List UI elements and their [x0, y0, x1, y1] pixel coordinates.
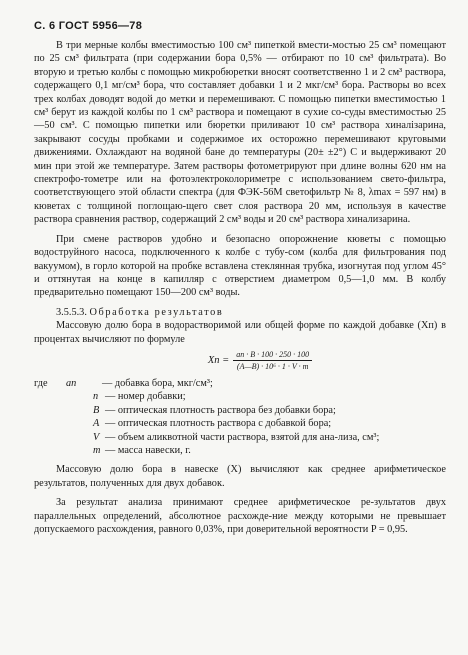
formula-numerator: aп · B · 100 · 250 · 100	[233, 350, 312, 361]
formula-fraction	[233, 350, 312, 371]
paragraph-procedure: В три мерные колбы вместимостью 100 см³ пипеткой вмести-мостью 25 см³ помещают по 25 см³ фильтрата (при содержании бора 0,5% — отбирают по 10 см³ фильтрата). Во вторую и третью колбы с помощью микробюретки вносят соответственно 1 и 2 см³ раствора, содержащего 0,1 мг/см³ бора, что составляет добавки 1 и 2 мкг/см³ бора. Растворы во всех трех колбах доводят водой до метки и перемешивают. С помощью пипетки вместимостью 1 см³ берут из каждой колбы по 1 см³ раствора и помещают в сухие со-суды вместимостью 25—50 см³. С помощью пипетки или бюретки приливают 10 см³ раствора хиналізарина, закрывают сосуды пробками и содержимое их осторожно перемешивают круговыми движениями. Охлаждают на водяной бане до температуры (20± ±2°) С и выдерживают 20 мин при этой же температуре. Затем растворы фотометрируют при длине волны 620 нм на спектрофо-тометре или на фотоэлектроколориметре с использованием свето-фильтра, соответствующего этой области спектра (для ФЭК-56М светофильтр № 8, λmax = 597 нм) в кюветах с толщиной поглощаю-щего свет слоя раствора 20 мм, используя в качестве раствора сравнения раствор, содержащий 2 см³ воды и 20 см³ раствора хинализарина.	[34, 40, 446, 226]
legend-symbol: A	[93, 418, 100, 430]
formula-legend	[34, 377, 446, 457]
legend-symbol: V	[93, 431, 100, 443]
legend-symbol: n	[93, 391, 99, 403]
formula	[74, 350, 446, 371]
section-number: 3.5.5.3.	[56, 306, 87, 318]
paragraph-result: За результат анализа принимают среднее арифметическое ре-зультатов двух параллельных определений, абсолютное расхожде-ние между которыми не превышает допускаемого расхождения, равного 0,03%, при доверительной вероятности P = 0,95.	[34, 497, 446, 535]
legend-text: — номер добавки;	[105, 391, 186, 403]
formula-denominator: (A—B) · 10⁶ · 1 · V · m	[236, 361, 309, 371]
legend-text: — добавка бора, мкг/см³;	[102, 377, 213, 389]
section-heading	[34, 306, 446, 319]
paragraph-cuvette: При смене растворов удобно и безопасно опорожнение кюветы с помощью водоструйного насоса, подключенного к колбе с тубу-сом (колба для фильтрования под вакуумом), в горло которой на пробке вставлена стеклянная трубка, изогнутая под углом 45° и оттянутая на конце в капилляр с отверстием диаметром 0,5—1,0 мм. В колбу предварительно помещают 150—200 см³ воды.	[34, 233, 446, 299]
legend-row	[34, 444, 446, 457]
legend-symbol: aп	[66, 377, 77, 389]
paragraph-average: Массовую долю бора в навеске (X) вычисляют как среднее арифметическое результатов, полученных для двух добавок.	[34, 464, 446, 489]
legend-symbol: m	[93, 444, 101, 456]
page-header: С. 6 ГОСТ 5956—78	[34, 20, 143, 32]
legend-text: — объем аликвотной части раствора, взятой для ана-лиза, см³;	[105, 431, 380, 443]
legend-row	[34, 417, 446, 430]
formula-lhs: Xп =	[207, 354, 230, 366]
legend-text: — оптическая плотность раствора с добавкой бора;	[105, 418, 332, 430]
formula-intro: Массовую долю бора в водорастворимой или общей форме по каждой добавке (Xп) в процентах вычисляют по формуле	[34, 320, 446, 345]
section-title: Обработка результатов	[89, 306, 224, 318]
legend-row	[34, 431, 446, 444]
legend-row	[34, 377, 446, 390]
legend-row	[34, 390, 446, 403]
legend-symbol: B	[93, 404, 100, 416]
legend-row	[34, 404, 446, 417]
legend-lead: где	[34, 377, 48, 389]
legend-text: — оптическая плотность раствора без добавки бора;	[105, 404, 336, 416]
legend-text: — масса навески, г.	[105, 444, 191, 456]
